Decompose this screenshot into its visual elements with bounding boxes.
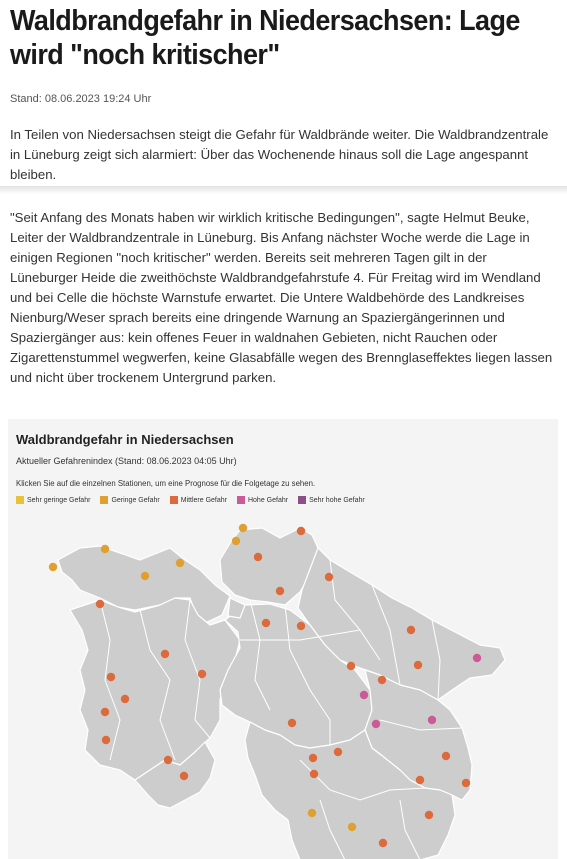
weather-station-marker[interactable] <box>347 662 355 670</box>
weather-station-marker[interactable] <box>180 772 188 780</box>
weather-station-marker[interactable] <box>473 654 481 662</box>
weather-station-marker[interactable] <box>334 748 342 756</box>
weather-station-marker[interactable] <box>310 770 318 778</box>
weather-station-marker[interactable] <box>96 600 104 608</box>
legend-item-low <box>100 496 159 504</box>
legend-label: Mittlere Gefahr <box>180 496 227 504</box>
weather-station-marker[interactable] <box>297 527 305 535</box>
map-title: Waldbrandgefahr in Niedersachsen <box>16 432 234 447</box>
weather-station-marker[interactable] <box>176 559 184 567</box>
weather-station-marker[interactable] <box>379 839 387 847</box>
weather-station-marker[interactable] <box>378 676 386 684</box>
weather-station-marker[interactable] <box>239 524 247 532</box>
weather-station-marker[interactable] <box>141 572 149 580</box>
weather-station-marker[interactable] <box>309 754 317 762</box>
weather-station-marker[interactable] <box>372 720 380 728</box>
article-header <box>0 0 567 186</box>
legend-item-very-high <box>298 496 365 504</box>
legend-swatch <box>237 496 245 504</box>
weather-station-marker[interactable] <box>407 626 415 634</box>
weather-station-marker[interactable] <box>308 809 316 817</box>
article-timestamp: Stand: 08.06.2023 19:24 Uhr <box>10 93 152 105</box>
weather-station-marker[interactable] <box>198 670 206 678</box>
weather-station-marker[interactable] <box>288 719 296 727</box>
article-teaser: In Teilen von Niedersachsen steigt die Gefahr für Waldbrände weiter. Die Waldbrandzentrale in Lüneburg zeigt sich alarmiert: Über das Wochenende hinaus soll die Lage angespannt bleiben. <box>10 127 549 182</box>
weather-station-marker[interactable] <box>297 622 305 630</box>
legend-swatch <box>100 496 108 504</box>
legend-swatch <box>298 496 306 504</box>
legend-item-medium <box>170 496 227 504</box>
legend-swatch <box>16 496 24 504</box>
weather-station-marker[interactable] <box>102 736 110 744</box>
weather-station-marker[interactable] <box>425 811 433 819</box>
weather-station-marker[interactable] <box>276 587 284 595</box>
weather-station-marker[interactable] <box>414 661 422 669</box>
weather-station-marker[interactable] <box>416 776 424 784</box>
weather-station-marker[interactable] <box>107 673 115 681</box>
map-hint: Klicken Sie auf die einzelnen Stationen, um eine Prognose für die Folgetage zu sehen. <box>16 479 316 488</box>
weather-station-marker[interactable] <box>254 553 262 561</box>
legend-label: Geringe Gefahr <box>111 496 160 504</box>
weather-station-marker[interactable] <box>442 752 450 760</box>
weather-station-marker[interactable] <box>262 619 270 627</box>
weather-station-marker[interactable] <box>164 756 172 764</box>
map-subtitle: Aktueller Gefahrenindex (Stand: 08.06.2023 04:05 Uhr) <box>16 456 237 466</box>
weather-station-marker[interactable] <box>325 573 333 581</box>
weather-station-marker[interactable] <box>101 708 109 716</box>
weather-station-marker[interactable] <box>161 650 169 658</box>
legend-item-very-low <box>16 496 90 504</box>
legend-label: Sehr geringe Gefahr <box>27 496 91 504</box>
article-title: Waldbrandgefahr in Niedersachsen: Lage wird "noch kritischer" <box>10 5 520 71</box>
legend-label: Sehr hohe Gefahr <box>309 496 365 504</box>
legend-item-high <box>237 496 288 504</box>
weather-station-marker[interactable] <box>360 691 368 699</box>
fire-danger-map-widget <box>8 419 558 859</box>
region-west <box>70 598 240 780</box>
legend-label: Hohe Gefahr <box>247 496 289 504</box>
weather-station-marker[interactable] <box>462 779 470 787</box>
map-legend <box>16 496 365 504</box>
article-body: "Seit Anfang des Monats haben wir wirklich kritische Bedingungen", sagte Helmut Beuke, Leiter der Waldbrandzentrale in Lüneburg. Bis Anfang nächster Woche werde die Lage in einigen Regionen "noch kritischer" werden. Bereits seit mehreren Tagen gilt in der Lüneburger Heide die zweithöchste Waldbrandgefahrstufe 4. Für Freitag wird im Wendland und bei Celle die höchste Warnstufe erwartet. Die Untere Waldbehörde des Landkreises Nienburg/Weser sprach bereits eine dringende Warnung an Spaziergängerinnen und Spaziergänger aus: kein offenes Feuer in waldnahen Gebieten, nicht Rauchen oder Zigarettenstummel wegwerfen, keine Glasabfälle wegen des Brennglaseffektes liegen lassen und nicht über trockenem Untergrund parken. <box>10 210 553 385</box>
weather-station-marker[interactable] <box>348 823 356 831</box>
weather-station-marker[interactable] <box>101 545 109 553</box>
lower-saxony-map <box>8 514 558 859</box>
weather-station-marker[interactable] <box>232 537 240 545</box>
weather-station-marker[interactable] <box>121 695 129 703</box>
weather-station-marker[interactable] <box>428 716 436 724</box>
weather-station-marker[interactable] <box>49 563 57 571</box>
legend-swatch <box>170 496 178 504</box>
